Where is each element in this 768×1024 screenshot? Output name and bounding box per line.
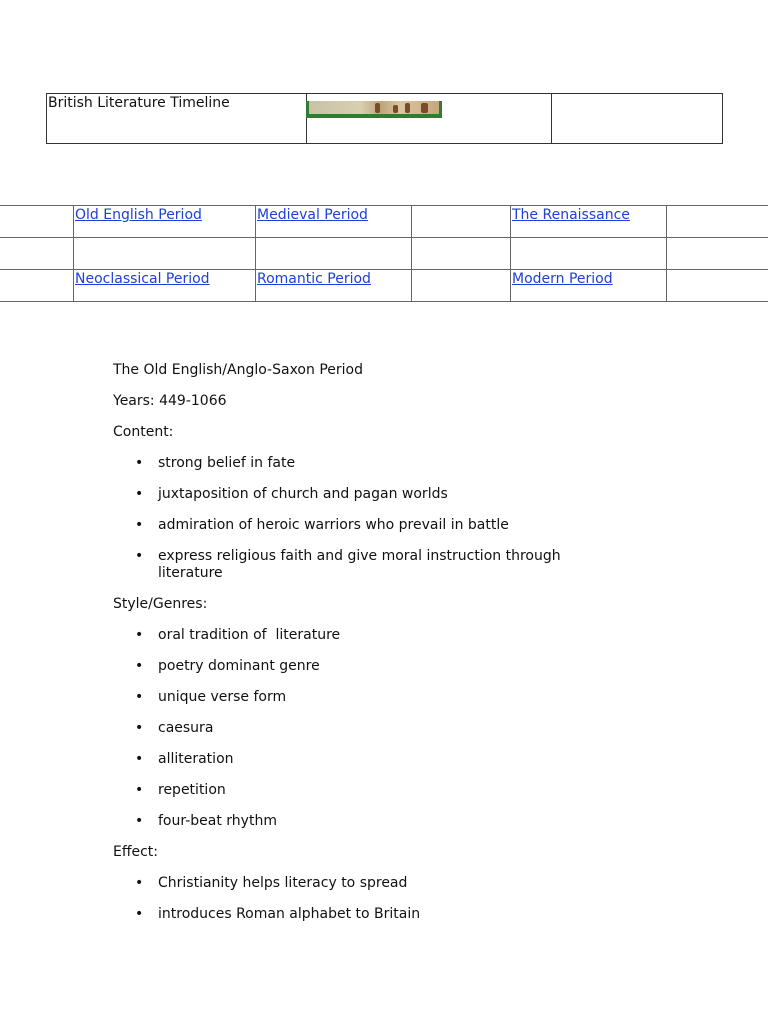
content-heading: Content: bbox=[113, 424, 174, 440]
nav-cell-empty bbox=[667, 238, 768, 270]
link-modern-period[interactable]: Modern Period bbox=[512, 271, 613, 287]
list-item bbox=[113, 720, 673, 737]
list-item-text: juxtaposition of church and pagan worlds bbox=[158, 486, 448, 502]
nav-cell-empty bbox=[0, 238, 74, 270]
effect-heading: Effect: bbox=[113, 844, 159, 860]
list-item-text: Christianity helps literacy to spread bbox=[158, 875, 408, 891]
bullet-icon: • bbox=[135, 658, 144, 674]
period-nav-table bbox=[0, 205, 768, 302]
list-item bbox=[113, 486, 673, 503]
nav-cell-empty bbox=[0, 206, 74, 238]
section-title: The Old English/Anglo-Saxon Period bbox=[113, 362, 363, 378]
content-list bbox=[113, 455, 673, 582]
list-item bbox=[113, 517, 673, 534]
nav-cell-empty bbox=[667, 206, 768, 238]
list-item-text: introduces Roman alphabet to Britain bbox=[158, 906, 421, 922]
bullet-icon: • bbox=[135, 689, 144, 705]
bullet-icon: • bbox=[135, 782, 144, 798]
link-the-renaissance[interactable]: The Renaissance bbox=[512, 207, 630, 223]
bullet-icon: • bbox=[135, 875, 144, 891]
nav-row bbox=[0, 270, 768, 302]
effect-list bbox=[113, 875, 673, 923]
banner-image bbox=[306, 101, 442, 118]
nav-cell-empty bbox=[412, 206, 511, 238]
list-item bbox=[113, 875, 673, 892]
page-title: British Literature Timeline bbox=[47, 94, 307, 144]
nav-cell bbox=[256, 206, 412, 238]
bullet-icon: • bbox=[135, 906, 144, 922]
years-label: Years: 449-1066 bbox=[113, 393, 227, 409]
list-item bbox=[113, 658, 673, 675]
nav-cell bbox=[74, 206, 256, 238]
bullet-icon: • bbox=[135, 627, 144, 643]
nav-cell bbox=[511, 270, 667, 302]
nav-cell bbox=[511, 206, 667, 238]
figure-icon bbox=[421, 103, 428, 113]
list-item-text: unique verse form bbox=[158, 689, 287, 705]
list-item bbox=[113, 689, 673, 706]
nav-cell-empty bbox=[412, 270, 511, 302]
list-item bbox=[113, 906, 673, 923]
bullet-icon: • bbox=[135, 548, 144, 564]
nav-cell-empty bbox=[74, 238, 256, 270]
figure-icon bbox=[375, 103, 380, 113]
nav-cell-empty bbox=[511, 238, 667, 270]
banner-illustration bbox=[309, 101, 439, 114]
nav-row bbox=[0, 238, 768, 270]
list-item bbox=[113, 782, 673, 799]
style-heading: Style/Genres: bbox=[113, 596, 208, 612]
list-item-text: admiration of heroic warriors who prevail in battle bbox=[158, 517, 509, 533]
bullet-icon: • bbox=[135, 455, 144, 471]
link-medieval-period[interactable]: Medieval Period bbox=[257, 207, 368, 223]
nav-cell-empty bbox=[412, 238, 511, 270]
nav-cell-empty bbox=[256, 238, 412, 270]
list-item bbox=[113, 627, 673, 644]
list-item-text: poetry dominant genre bbox=[158, 658, 320, 674]
nav-row bbox=[0, 206, 768, 238]
nav-cell bbox=[256, 270, 412, 302]
bullet-icon: • bbox=[135, 751, 144, 767]
figure-icon bbox=[393, 105, 398, 113]
list-item bbox=[113, 548, 628, 582]
bullet-icon: • bbox=[135, 517, 144, 533]
list-item bbox=[113, 455, 673, 472]
figure-icon bbox=[405, 103, 410, 113]
list-item-text: four-beat rhythm bbox=[158, 813, 277, 829]
list-item-text: alliteration bbox=[158, 751, 234, 767]
period-content bbox=[113, 362, 673, 937]
bullet-icon: • bbox=[135, 720, 144, 736]
list-item-text: strong belief in fate bbox=[158, 455, 296, 471]
nav-cell-empty bbox=[667, 270, 768, 302]
list-item-text: repetition bbox=[158, 782, 226, 798]
link-old-english-period[interactable]: Old English Period bbox=[75, 207, 202, 223]
list-item bbox=[113, 813, 673, 830]
empty-header-cell bbox=[552, 94, 723, 144]
list-item-text: express religious faith and give moral instruction through literature bbox=[158, 548, 561, 581]
link-romantic-period[interactable]: Romantic Period bbox=[257, 271, 371, 287]
nav-cell bbox=[74, 270, 256, 302]
style-list bbox=[113, 627, 673, 830]
list-item-text: oral tradition of literature bbox=[158, 627, 341, 643]
bullet-icon: • bbox=[135, 486, 144, 502]
list-item bbox=[113, 751, 673, 768]
list-item-text: caesura bbox=[158, 720, 214, 736]
bullet-icon: • bbox=[135, 813, 144, 829]
link-neoclassical-period[interactable]: Neoclassical Period bbox=[75, 271, 210, 287]
nav-cell-empty bbox=[0, 270, 74, 302]
